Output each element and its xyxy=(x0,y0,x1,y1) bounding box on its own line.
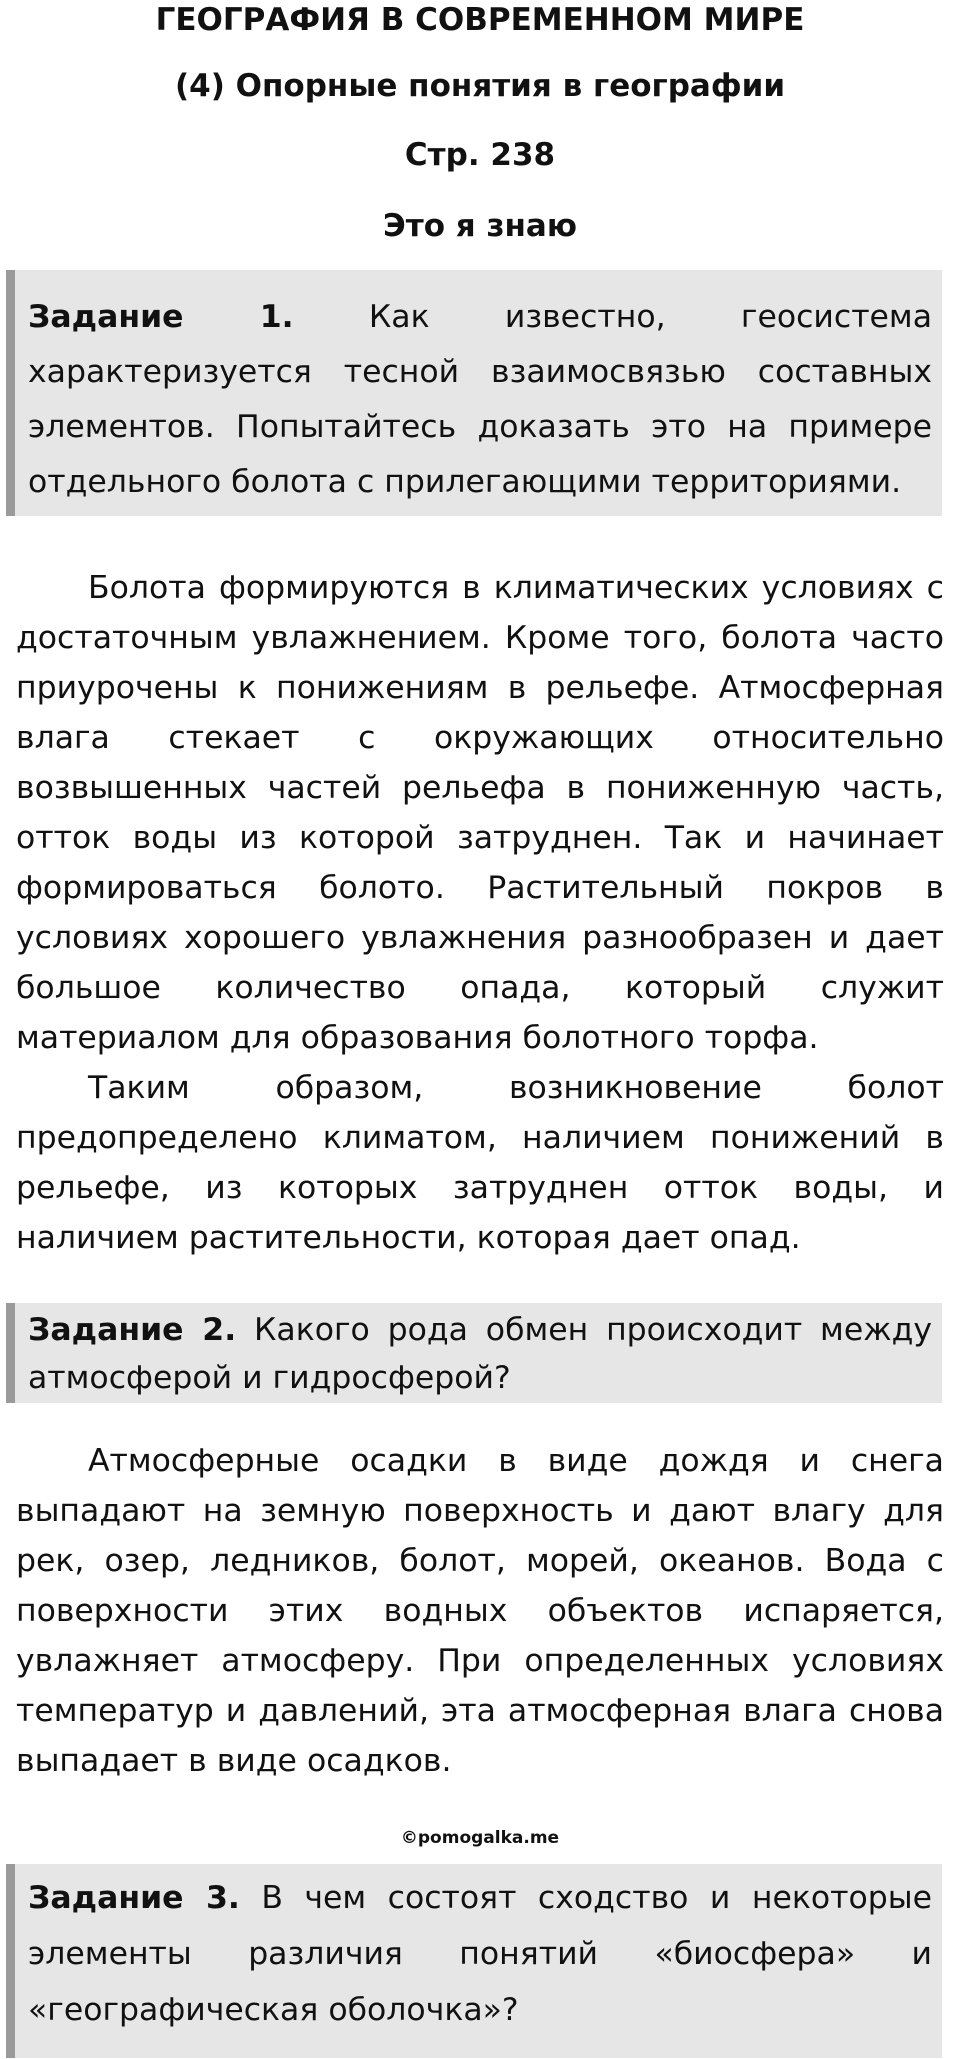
task-1-answer xyxy=(16,563,944,1263)
task-3-text: В чем состоят сходство и некоторые элементы различия понятий «биосфера» и «географическая оболочка»? xyxy=(28,1880,932,2028)
subsection-title: Это я знаю xyxy=(383,208,577,244)
task-2-box xyxy=(6,1303,942,1403)
task-1-text: Как известно, геосистема характеризуется тесной взаимосвязью составных элементов. Попытайтесь доказать это на примере отдельного болота с прилегающими территориями. xyxy=(28,299,932,500)
task-3-label: Задание 3. xyxy=(28,1880,240,1916)
task-1-box xyxy=(6,270,942,516)
task-2-text: Какого рода обмен происходит между атмосферой и гидросферой? xyxy=(28,1312,932,1396)
task-2-answer xyxy=(16,1436,944,1786)
page-reference: Стр. 238 xyxy=(404,137,556,173)
document-title: ГЕОГРАФИЯ В СОВРЕМЕННОМ МИРЕ xyxy=(155,2,805,38)
section-title: (4) Опорные понятия в географии xyxy=(174,68,786,104)
task-1-label: Задание 1. xyxy=(28,299,294,335)
watermark: ©pomogalka.me xyxy=(400,1828,560,1848)
task-2-answer-paragraph-1: Атмосферные осадки в виде дождя и снега выпадают на земную поверхность и дают влагу для рек, озер, ледников, болот, морей, океанов. Вода с поверхности этих водных объектов испаряется, увлажняет атмосферу. При определенных условиях температур и давлений, эта атмосферная влага снова выпадает в виде осадков. xyxy=(16,1443,944,1779)
task-3-box xyxy=(6,1864,942,2058)
task-1-answer-paragraph-2: Таким образом, возникновение болот предопределено климатом, наличием понижений в рельефе, из которых затруднен отток воды, и наличием растительности, которая дает опад. xyxy=(16,1070,944,1256)
task-1-answer-paragraph-1: Болота формируются в климатических условиях с достаточным увлажнением. Кроме того, болота часто приурочены к понижениям в рельефе. Атмосферная влага стекает с окружающих относительно возвышенных частей рельефа в пониженную часть, отток воды из которой затруднен. Так и начинает формироваться болото. Растительный покров в условиях хорошего увлажнения разнообразен и дает большое количество опада, который служит материалом для образования болотного торфа. xyxy=(16,570,944,1056)
task-2-label: Задание 2. xyxy=(28,1312,237,1348)
